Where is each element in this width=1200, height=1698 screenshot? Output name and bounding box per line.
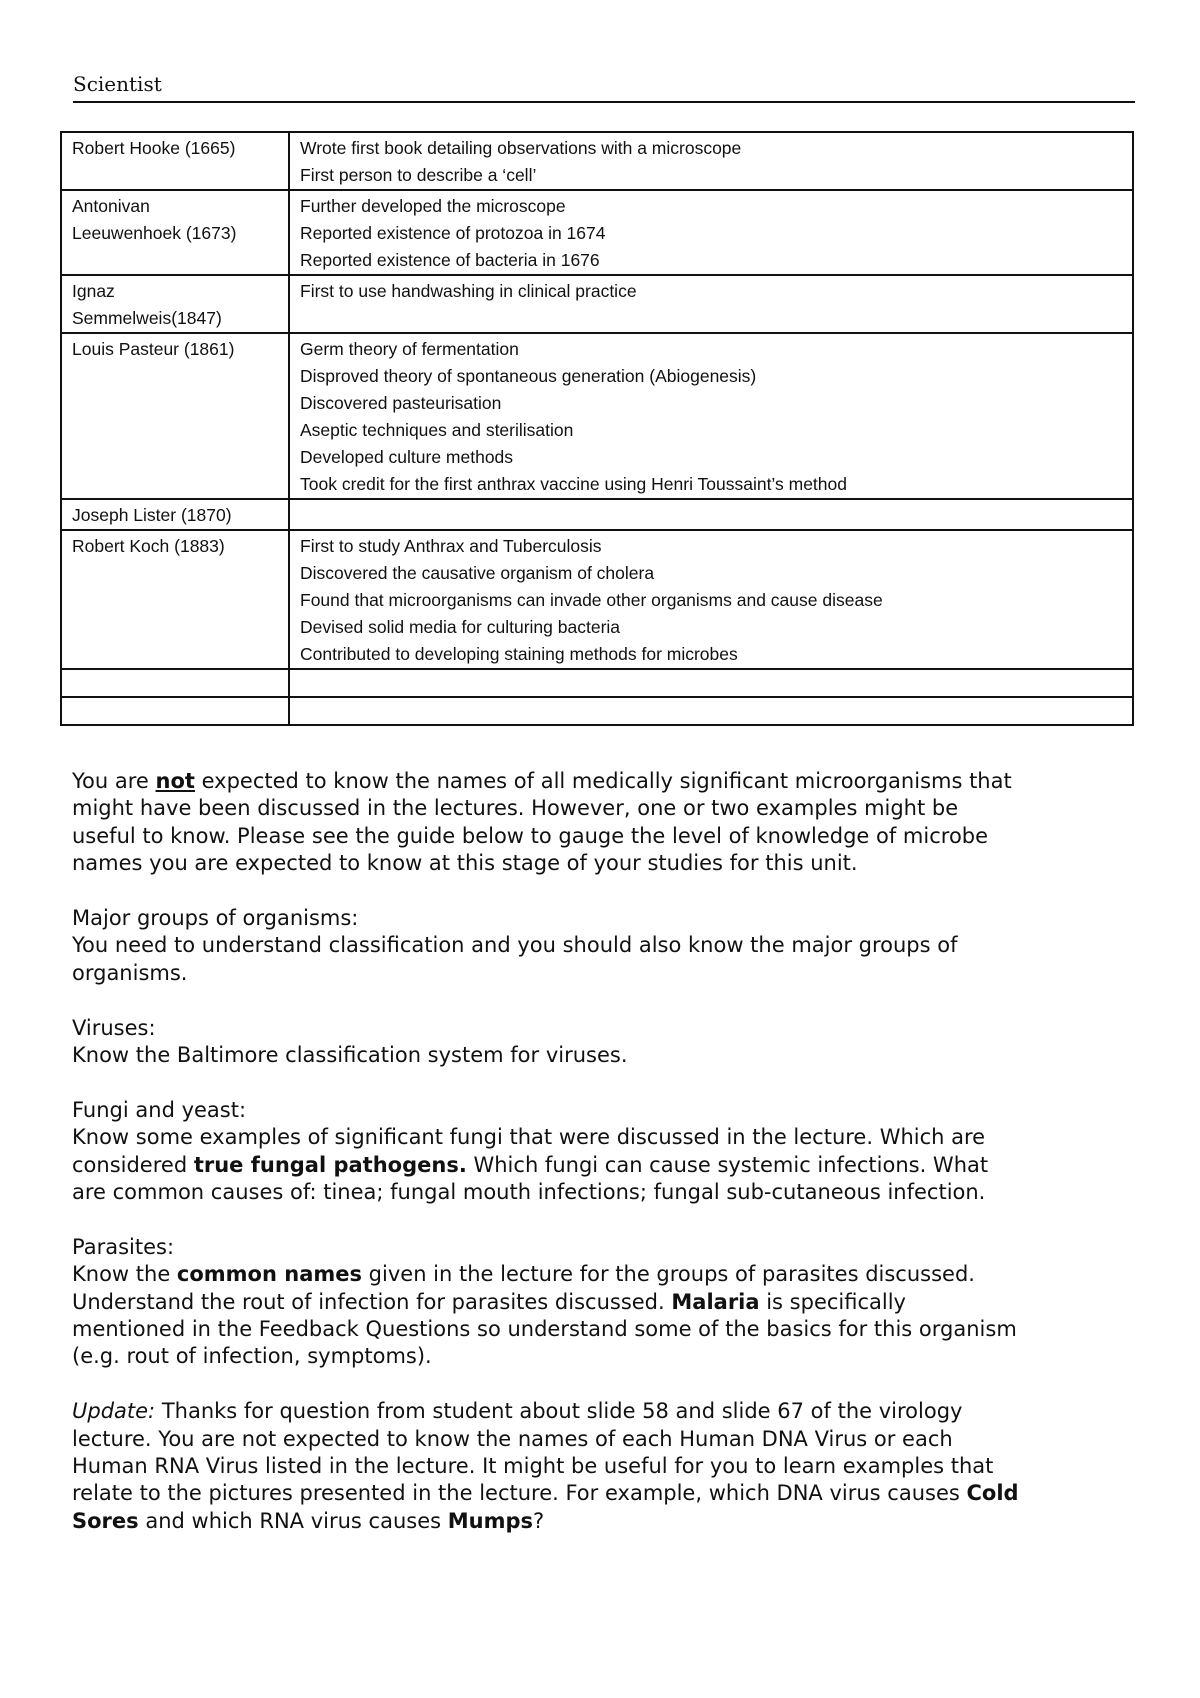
contribution-item: First to use handwashing in clinical practice [300,281,637,301]
text-line: Know some examples of significant fungi that were discussed in the lecture. Which are [72,1125,986,1150]
section-heading: Parasites: [72,1234,175,1259]
scientist-name-cell [61,132,289,190]
contribution-cell [289,530,1133,669]
contribution-item: Wrote first book detailing observations with a microscope [300,138,742,158]
contribution-item: Further developed the microscope [300,196,566,216]
contribution-cell [289,132,1133,190]
table-row [61,530,1133,669]
contribution-item: Disproved theory of spontaneous generation (Abiogenesis) [300,366,757,386]
contribution-cell [289,697,1133,725]
text-line: (e.g. rout of infection, symptoms). [72,1344,432,1369]
scientist-name-cell [61,669,289,697]
section-heading: Viruses: [72,1015,156,1040]
contribution-item: Devised solid media for culturing bacteria [300,617,621,637]
contribution-item: Reported existence of bacteria in 1676 [300,250,600,270]
table-row [61,132,1133,190]
viruses-paragraph [72,1015,1142,1070]
contribution-cell [289,333,1133,499]
scientist-name: Antonivan [72,196,150,216]
contribution-cell [289,499,1133,530]
intro-paragraph [72,768,1142,878]
table-row [61,275,1133,333]
guidance-text [72,768,1142,1563]
scientist-name-cell [61,499,289,530]
contribution-item: First person to describe a ‘cell’ [300,165,537,185]
text-line: Update: Thanks for question from student about slide 58 and slide 67 of the virology [72,1399,963,1424]
section-heading: Fungi and yeast: [72,1097,247,1122]
scientist-name-cell [61,530,289,669]
contribution-item: Developed culture methods [300,447,514,467]
text-line: Human RNA Virus listed in the lecture. It might be useful for you to learn examples that [72,1454,994,1479]
scientist-name-cell [61,697,289,725]
major-groups-paragraph [72,905,1142,987]
fungi-paragraph [72,1097,1142,1207]
emphasis-sores: Sores [72,1508,139,1533]
emphasis-not: not [155,769,195,793]
text-line: Know the common names given in the lecture for the groups of parasites discussed. [72,1262,975,1287]
text-line: considered true fungal pathogens. Which fungi can cause systemic infections. What [72,1152,989,1177]
contribution-cell [289,190,1133,275]
text-line: relate to the pictures presented in the lecture. For example, which DNA virus causes Cold [72,1481,1019,1506]
emphasis-common-names: common names [176,1262,362,1287]
contribution-item: First to study Anthrax and Tuberculosis [300,536,602,556]
header-rule [73,101,1135,103]
page-header-title: Scientist [73,72,162,96]
emphasis-mumps: Mumps [447,1508,533,1533]
scientist-name-cell [61,190,289,275]
scientist-name: Joseph Lister (1870) [72,505,232,525]
section-heading: Major groups of organisms: [72,906,359,931]
scientist-name: Leeuwenhoek (1673) [72,223,237,243]
parasites-paragraph [72,1234,1142,1371]
table-row-empty [61,669,1133,697]
contribution-item: Took credit for the first anthrax vaccine using Henri Toussaint’s method [300,474,847,494]
table-row [61,333,1133,499]
contribution-item: Discovered the causative organism of cholera [300,563,655,583]
text-line: Sores and which RNA virus causes Mumps? [72,1508,545,1533]
text-line: might have been discussed in the lectures. However, one or two examples might be [72,796,959,821]
scientist-name: Robert Hooke (1665) [72,138,236,158]
table-row [61,499,1133,530]
table-row-empty [61,697,1133,725]
scientist-name: Semmelweis(1847) [72,308,222,328]
text-line: You need to understand classification and you should also know the major groups of [72,933,958,958]
scientist-name: Ignaz [72,281,115,301]
scientist-name-cell [61,333,289,499]
contribution-item: Germ theory of fermentation [300,339,519,359]
text-line: mentioned in the Feedback Questions so understand some of the basics for this organism [72,1317,1017,1342]
text-line: are common causes of: tinea; fungal mouth infections; fungal sub-cutaneous infection. [72,1180,986,1205]
table-row [61,190,1133,275]
emphasis-true-fungal-pathogens: true fungal pathogens. [193,1152,467,1177]
contribution-cell [289,669,1133,697]
text-line: useful to know. Please see the guide below to gauge the level of knowledge of microbe [72,823,989,848]
text-line: organisms. [72,960,188,985]
contribution-item: Aseptic techniques and sterilisation [300,420,574,440]
text-line: Know the Baltimore classification system for viruses. [72,1043,628,1068]
contribution-item: Reported existence of protozoa in 1674 [300,223,606,243]
text-line: names you are expected to know at this stage of your studies for this unit. [72,851,858,876]
update-paragraph [72,1398,1142,1535]
text-line: lecture. You are not expected to know the names of each Human DNA Virus or each [72,1426,953,1451]
update-label: Update: [72,1399,156,1424]
text-line: You are not expected to know the names of all medically significant microorganisms that [72,769,1012,793]
contribution-item: Found that microorganisms can invade other organisms and cause disease [300,590,883,610]
emphasis-cold: Cold [966,1481,1019,1506]
contribution-cell [289,275,1133,333]
emphasis-malaria: Malaria [671,1289,760,1314]
contribution-item: Contributed to developing staining methods for microbes [300,644,738,664]
text-line: Understand the rout of infection for parasites discussed. Malaria is specifically [72,1289,906,1314]
scientist-table [60,131,1134,726]
scientist-name-cell [61,275,289,333]
scientist-name: Robert Koch (1883) [72,536,225,556]
contribution-item: Discovered pasteurisation [300,393,502,413]
scientist-name: Louis Pasteur (1861) [72,339,235,359]
